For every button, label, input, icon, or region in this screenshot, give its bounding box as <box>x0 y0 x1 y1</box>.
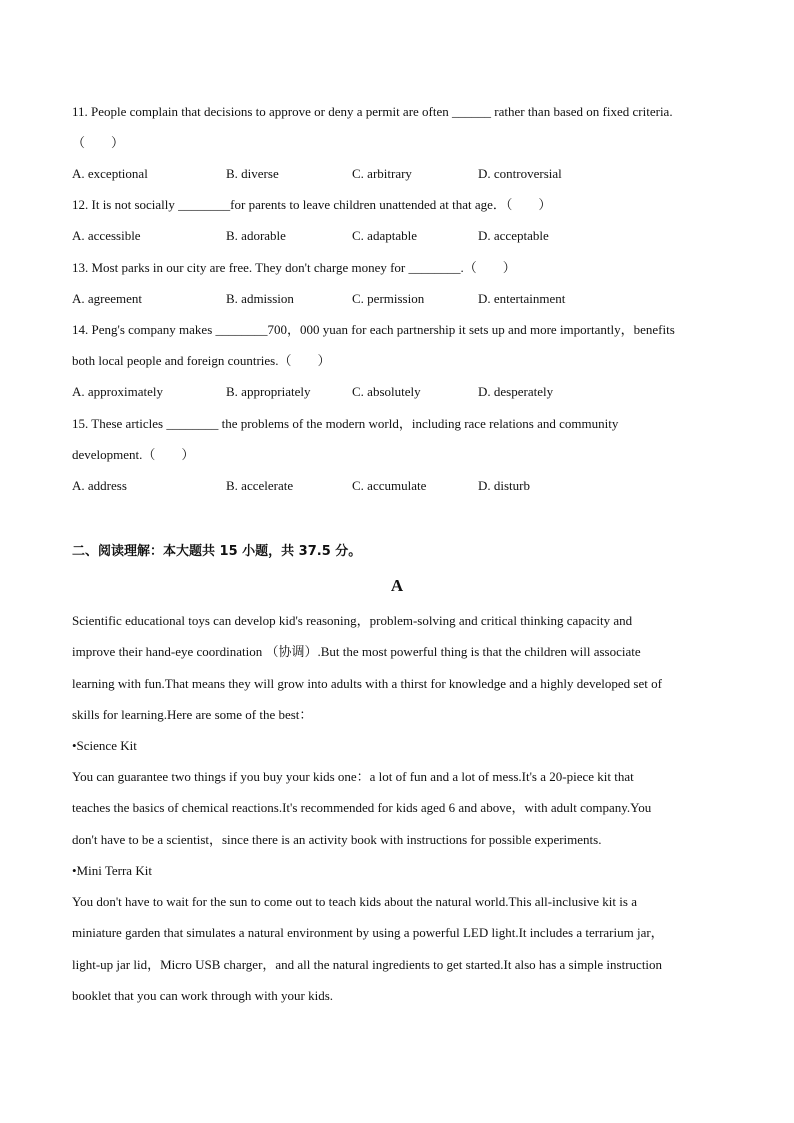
passage-line: improve their hand-eye coordination （协调）.But the most powerful thing is that the children will associate <box>72 644 641 659</box>
option-a: A. agreement <box>72 291 143 306</box>
question-15-stem-cont: development.（ ） <box>72 447 195 462</box>
question-15-options <box>72 478 672 494</box>
option-d: D. entertainment <box>478 291 566 306</box>
option-b: B. diverse <box>226 166 279 181</box>
passage-line: light-up jar lid，Micro USB charger，and all the natural ingredients to get started.It also has a simple instruction <box>72 957 663 972</box>
passage-line: learning with fun.That means they will grow into adults with a thirst for knowledge and a highly developed set of <box>72 676 662 691</box>
question-11-options <box>72 166 672 182</box>
passage-line: You don't have to wait for the sun to come out to teach kids about the natural world.This all-inclusive kit is a <box>72 894 637 909</box>
option-a: A. exceptional <box>72 166 148 181</box>
question-14-stem: 14. Peng's company makes ________700，000 yuan for each partnership it sets up and more importantly，benefits <box>72 322 675 337</box>
passage-line: teaches the basics of chemical reactions.It's recommended for kids aged 6 and above，with adult company.You <box>72 800 652 815</box>
option-c: C. accumulate <box>352 478 427 493</box>
option-a: A. accessible <box>72 228 141 243</box>
option-d: D. disturb <box>478 478 530 493</box>
option-d: D. acceptable <box>478 228 549 243</box>
option-b: B. admission <box>226 291 294 306</box>
option-a: A. address <box>72 478 127 493</box>
option-c: C. absolutely <box>352 384 421 399</box>
question-14-stem-cont: both local people and foreign countries.（ ） <box>72 353 331 368</box>
question-11-answer-blank: （ ） <box>72 135 125 150</box>
question-12-options <box>72 228 672 244</box>
option-b: B. adorable <box>226 228 286 243</box>
option-d: D. desperately <box>478 384 554 399</box>
option-b: B. accelerate <box>226 478 294 493</box>
passage-line: You can guarantee two things if you buy your kids one：a lot of fun and a lot of mess.It's a 20-piece kit that <box>72 769 634 784</box>
passage-line: don't have to be a scientist，since there is an activity book with instructions for possible experiments. <box>72 832 602 847</box>
option-c: C. permission <box>352 291 425 306</box>
question-13-stem: 13. Most parks in our city are free. They don't charge money for ________.（ ） <box>72 260 516 275</box>
question-14-options <box>72 384 672 400</box>
passage-title: A <box>390 576 404 595</box>
question-13-options <box>72 291 672 307</box>
item-science-kit-title: •Science Kit <box>72 738 137 753</box>
option-c: C. arbitrary <box>352 166 412 181</box>
option-b: B. appropriately <box>226 384 311 399</box>
passage-line: miniature garden that simulates a natural environment by using a powerful LED light.It includes a terrarium jar， <box>72 925 664 940</box>
question-11-stem: 11. People complain that decisions to approve or deny a permit are often ______ rather than based on fixed criteria. <box>72 104 673 119</box>
option-c: C. adaptable <box>352 228 417 243</box>
section-heading: 二、阅读理解：本大题共 15 小题，共 37.5 分。 <box>72 544 362 559</box>
passage-line: skills for learning.Here are some of the best： <box>72 707 313 722</box>
option-a: A. approximately <box>72 384 163 399</box>
option-d: D. controversial <box>478 166 562 181</box>
passage-line: Scientific educational toys can develop kid's reasoning，problem-solving and critical thinking capacity and <box>72 613 633 628</box>
passage-line: booklet that you can work through with your kids. <box>72 988 334 1003</box>
question-12-stem: 12. It is not socially ________for parents to leave children unattended at that age．（ ） <box>72 197 552 212</box>
item-mini-terra-kit-title: •Mini Terra Kit <box>72 863 152 878</box>
question-15-stem: 15. These articles ________ the problems of the modern world，including race relations and community <box>72 416 619 431</box>
